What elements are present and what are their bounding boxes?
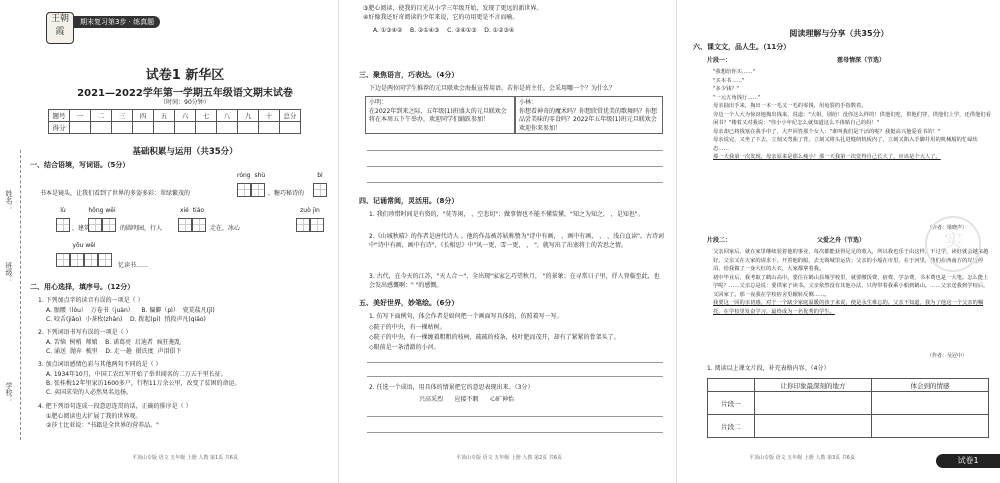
q1-line1-mid: ，糖巧秘诗的 [268, 190, 305, 197]
q2-title: 二、用心选择，填序号。（12分） [30, 283, 135, 291]
q6-title: 六、课文文，品人生。（11分） [693, 43, 791, 51]
q6-answer-table: 让你印象最深刻的地方 体会到的情感 片段一 片段二 [707, 378, 989, 438]
section-heading-reading: 阅读理解与分享（共35分） [789, 29, 889, 38]
section-heading-basics: 基础积累与运用（共35分） [132, 147, 238, 157]
page3-footer: 平顶山专版 语文 五年级 上册 人教 第3页 共6页 [749, 455, 855, 461]
q3-box-xiaoming: 小明： 在2022年到来之际，五年级(1)班盛大的元旦联欢会将在本周五下午举办，欢迎同学们踊跃参加！ [365, 96, 515, 134]
q6-s1: 1. 阅读以上课文片段，补充表格内容。（4分） [707, 365, 830, 372]
exam-title: 试卷1 新华区 [145, 68, 225, 83]
brand-logo: 王朝霞 [46, 12, 74, 44]
q2-s3-options: A. 1934年10月，中国工农红军开始了举世闻名的二万五千里长征。 B. 张桂梅12年里家访1600多户，行程11万余公里，改变了贫困的命运。 C. 卖国求荣的人必然臭名远扬。 [46, 371, 241, 396]
q1-line3-end: 忆读书…… [118, 262, 149, 269]
pinyin-box-bi: bì [313, 172, 327, 198]
q2-s1-options: A. 骷髅（lóu） 万卷书（juàn） B. 偏僻（pì） 瓷荒盐凡(jǐ) C. 咬舌(jiǎo) 小茶枚(zhān) D. 拨起(pí) 悄段声凡(qiāo) [46, 307, 215, 323]
part2-title: 父爱之舟（节选） [817, 237, 866, 244]
time-note: （时间：90分钟） [160, 99, 210, 106]
page1-footer: 平顶山专版 语文 五年级 上册 人教 第1页 共6页 [132, 455, 238, 461]
part1-author: （作者：梁晓声） [927, 225, 968, 231]
pinyin-box-hongwei: hǒng wěi [88, 207, 116, 233]
school-label: 学校： [5, 382, 13, 403]
q3-prompt: 下边是两位同学生推荐的元旦联欢会海报宣传用语。若你是班主任，会采用哪一个？为什么？ [369, 85, 616, 92]
q2-s4-choices: A. ①③④② B. ②①④③ C. ②④①③ D. ①②③④ [373, 27, 515, 34]
pinyin-box-rongshu: róng shù [237, 172, 265, 198]
part2-text: 父亲回家后，就在家里继续装着他的事业，每次都能获得足足的收入，所以我也乐于由这样，不过学，读好就会越来越好。父亲又在大家的请求下，开着他的船，去无锡城里运货；父亲的小船在市里，在于河里，我们在西南方的岸边停泊，给我做了一身大红的大衣，大家都拿着我。 初中毕业后，我考取了鹤山高中。要住在鹤山县城学校里，就要缴饭费、宿费、学杂费，书本费也是一大笔。怎么能上学呢？……父亲总是说：要供家子读书。父亲依然没有其他办法，只得带着我乘小船到鹤山。……父亲送我到学校后，又回家了。那一夜我在学校宿舍里辗转反侧……。 我要这一回的亲切感，对于一个缺少家庭温暖的孩子来说，便是永生难忘的。父亲不知道，我为了他这一个父亲的嘱托，在学校里发奋学习，最终成为一名优秀的学生。 [713, 249, 989, 315]
part1-title: 慈母情深（节选） [837, 57, 886, 64]
q2-s4-options: ①肥心阅读也大扩展了我的世界观。 ②莎士比亚说："书籍是全世界的营养品。" [46, 413, 159, 429]
q3-answer-line[interactable] [367, 182, 663, 183]
q2-s1: 1. 下列加点字的读音有误的一项是（ ） [38, 297, 144, 304]
watermark-stamp: 实 [925, 216, 981, 272]
pinyin-box-lu: lù [56, 207, 70, 233]
q2-s3: 3. 加点词语感情色彩与其他两句不同的是（ ） [38, 361, 162, 368]
q2-s2: 2. 下列词语书写有误的一项是（ ） [38, 329, 132, 336]
exam-tab: 试卷1 [936, 454, 1000, 468]
q5-s2: 2. 任选一个成语，用具体的情景把它的意思表现出来。（3分） [369, 384, 534, 391]
q2-s4-options-cont: ③肥心阅读，使我的目光从小学三年级开始，发现了更远的新世界。 ④好像我还好奇阅读的少年来说，它的功用更是不言而喻。 [363, 5, 543, 21]
q5-example-2: ◇院子的中央，有一棵缠着粗粗的枝柯，疏疏的枝条，枝叶肥而茂开，却有了紧紧的骨架头了。 [369, 334, 620, 341]
part2-label: 片段二： [707, 237, 732, 244]
q5-answer-line[interactable] [367, 362, 663, 363]
pinyin-box-xietiao: xié tiáo [178, 207, 206, 233]
q1-line2-mid: 的圆明园，行人 [120, 225, 163, 232]
score-table: 题号 一 二 三 四 五 六 七 八 九 十 总分 得分 [48, 109, 301, 134]
q5-idioms: 兴高采烈 应接不暇 心旷神怡 [419, 396, 514, 403]
q1-line2-end: 走在，冰心 [210, 225, 241, 232]
binding-line [20, 150, 21, 440]
page-1 [0, 0, 338, 483]
q5-answer-line[interactable] [367, 432, 663, 433]
q4-s3: 3. 古代，在今天的江苏，"天人合一"，全出现"家家乞巧望秋月， "的景象；在寻常日子里，抒人登临至此，也会发出感慨啊：" "的感慨。 [369, 273, 660, 289]
q3-title: 三、聚焦语言，巧表达。（4分） [359, 71, 459, 79]
q1-line1-text: 书本是镜头，让我们看到了世界的多姿多彩：翠绿繁茂的 [40, 190, 191, 197]
q5-example-1: ◇院子的中央，有一棵枯树。 [369, 324, 446, 331]
part1-label: 片段一： [707, 57, 732, 64]
exam-subtitle: 2021—2022学年第一学期五年级语文期末试卷 [77, 88, 293, 99]
q4-s1: 1. 我们珍惜时间是有资的，"莫等闲， ，空悲切"；做事情也不能不懂装懂，"知之为知之， ，是知也"。 [369, 211, 644, 218]
page2-footer: 平顶山专版 语文 五年级 上册 人教 第2页 共6页 [456, 455, 562, 461]
q5-example-3: ◇眼前是一条清澈的小河。 [369, 344, 440, 351]
class-label: 班级： [5, 262, 13, 283]
q1-line2-start: ，建筑 [72, 225, 91, 232]
q2-s4: 4. 把下列语句连成一段意思连贯的话，正确的排序是（ ） [38, 403, 192, 410]
part1-text: "我想给你买……" "买本书……" "多少钱？" "一元五角钱行……" 母亲抽出手来，掏出一本一毛又一毛的零钱，用龟裂的手指数着。 旁边一个人大为惊讶地掏出钱来，说道："大姐，别给！没你这么样的！供他们吃，供他们穿，供他们上学，还供他们看闲书？"楼着又对我说："你小小年纪怎么就知道这么不体贴自己的妈！" 母亲却已将钱塞在我手中了，大声回答那个女人："谁叫我们是干活的呢？我挺高兴他爱看书的！" 母亲说完，又坐了下去，立刻又弯曲了背，立刻又将头扎进缝纫机板内了，立刻又陷入手脚并用的机械般的忙碌状态…… 那一天我第一次发现，母亲原来是那么瘦小！那一天我第一次觉得自己长大了，应该是个大人了。 [713, 69, 991, 160]
q5-answer-line[interactable] [367, 416, 663, 417]
q5-answer-line[interactable] [367, 376, 663, 377]
pinyin-box-zuojin: zuò jìn [296, 207, 324, 233]
q2-s2-options: A. 苦恼 树梢 师娘 B. 诺葛亮 启迪者 疯狂拖乱 C. 涌送 抛弃 梳里 D. 走一趟 摄氏度 声泪俱下 [46, 339, 182, 355]
q3-answer-line[interactable] [367, 150, 663, 151]
page-2 [338, 0, 677, 483]
q1-title: 一、结合语境，写词语。（5分） [30, 161, 130, 169]
pinyin-box-youwei: yǒu wěi [56, 242, 112, 268]
part2-author: （作者：吴冠中） [927, 353, 968, 359]
q4-s2: 2.《山城秋晴》的作者是唐代诗人 。他的作品被苏轼称赞为"诗中有画， ，画中有画， ， ，浅白直读"。古诗词中"诗中有画，画中有诗"，《长相思》中"风一更，雪一更， ， "，就写出了出塞将士的苦思之情。 [369, 233, 664, 249]
q3-box-xiaolin: 小林： 你想看神奇的魔术吗？你想欣赏优美的歌舞吗？你想品尝美味的零食吗？2022年五年级(1)班元旦联欢会欢迎你来参加！ [515, 96, 663, 134]
review-banner: 期末复习第3步 · 练真题 [74, 16, 160, 28]
name-label: 姓名： [5, 190, 13, 211]
q4-title: 四、记诵常阅，灵活用。（8分） [359, 197, 459, 205]
q5-title: 五、美好世界，妙笔绘。（6分） [359, 299, 459, 307]
q5-s1: 1. 仿写下面例句，体会作者是如何把一个画面写具体的，仿照着写一写。 [369, 313, 563, 320]
q3-answer-line[interactable] [367, 166, 663, 167]
